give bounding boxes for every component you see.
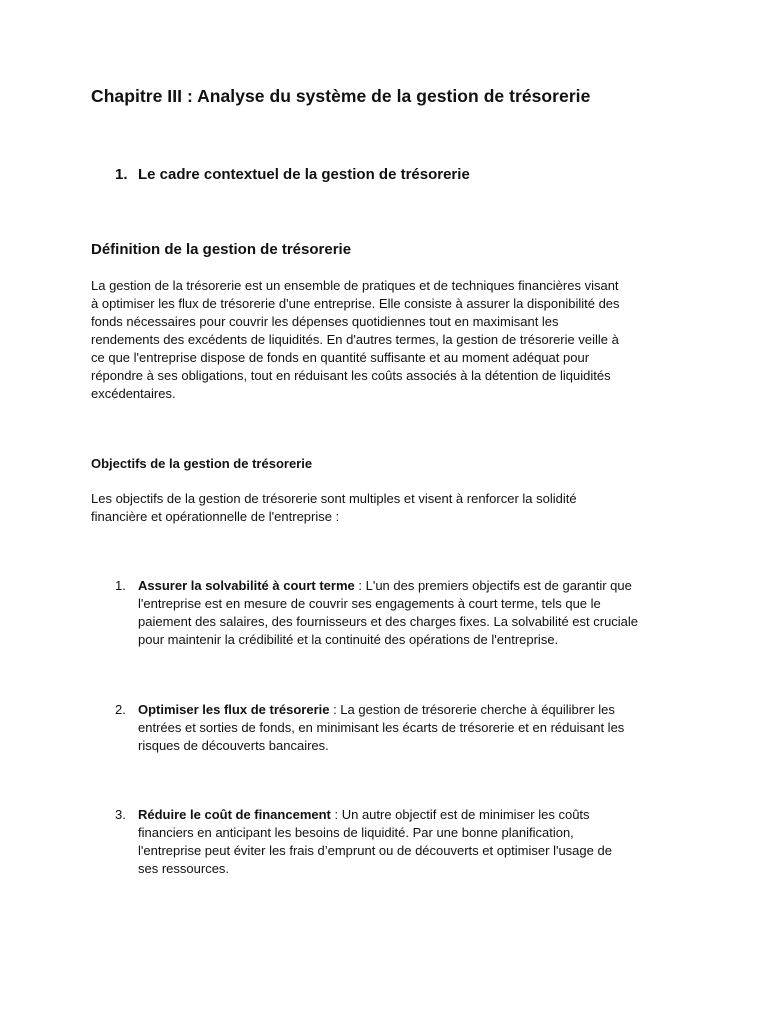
section-number: 1. xyxy=(115,166,128,183)
objective-line: risques de découverts bancaires. xyxy=(138,738,329,753)
objective-line: pour maintenir la crédibilité et la continuité des opérations de l'entreprise. xyxy=(138,632,559,647)
objective-line: l'entreprise peut éviter les frais d’emprunt ou de découverts et optimiser l'usage de xyxy=(138,843,612,858)
objective-first-line xyxy=(138,806,688,824)
objective-body xyxy=(138,806,688,878)
objective-line: entrées et sorties de fonds, en minimisant les écarts de trésorerie et en réduisant les xyxy=(138,720,625,735)
paragraph-line: rendements des excédents de liquidités. En d'autres termes, la gestion de trésorerie veille à xyxy=(91,332,619,347)
section-title: Le cadre contextuel de la gestion de trésorerie xyxy=(138,166,470,183)
definition-paragraph xyxy=(91,277,681,403)
objective-first-line xyxy=(138,577,688,595)
paragraph-line: répondre à ses obligations, tout en réduisant les coûts associés à la détention de liquidités xyxy=(91,368,611,383)
objective-number: 1. xyxy=(115,578,126,593)
objective-text: : L'un des premiers objectifs est de garantir que xyxy=(354,578,632,593)
chapter-title: Chapitre III : Analyse du système de la gestion de trésorerie xyxy=(91,86,591,106)
paragraph-line: fonds nécessaires pour couvrir les dépenses quotidiennes tout en maximisant les xyxy=(91,314,559,329)
objective-text: : Un autre objectif est de minimiser les coûts xyxy=(330,807,590,822)
definition-heading: Définition de la gestion de trésorerie xyxy=(91,241,352,258)
paragraph-line: à optimiser les flux de trésorerie d'une entreprise. Elle consiste à assurer la disponibilité des xyxy=(91,296,620,311)
objective-body xyxy=(138,577,688,649)
paragraph-line: La gestion de la trésorerie est un ensemble de pratiques et de techniques financières visant xyxy=(91,278,619,293)
paragraph-line: financière et opérationnelle de l'entreprise : xyxy=(91,509,340,524)
objective-number: 3. xyxy=(115,807,126,822)
objective-line: ses ressources. xyxy=(138,861,230,876)
objective-line: l'entreprise est en mesure de couvrir ses engagements à court terme, tels que le xyxy=(138,596,601,611)
paragraph-line: Les objectifs de la gestion de trésorerie sont multiples et visent à renforcer la solidité xyxy=(91,491,577,506)
section-heading xyxy=(115,166,470,183)
objectives-intro xyxy=(91,490,681,526)
objective-number: 2. xyxy=(115,702,126,717)
objective-body xyxy=(138,701,688,755)
objective-term: Optimiser les flux de trésorerie xyxy=(138,702,330,717)
objective-term: Réduire le coût de financement xyxy=(138,807,331,822)
objective-line: paiement des salaires, des fournisseurs et des charges fixes. La solvabilité est cruciale xyxy=(138,614,639,629)
objective-term: Assurer la solvabilité à court terme xyxy=(138,578,355,593)
paragraph-line: excédentaires. xyxy=(91,386,176,401)
objective-text: : La gestion de trésorerie cherche à équilibrer les xyxy=(329,702,615,717)
paragraph-line: ce que l'entreprise dispose de fonds en quantité suffisante et au moment adéquat pour xyxy=(91,350,590,365)
objective-first-line xyxy=(138,701,688,719)
objectives-heading: Objectifs de la gestion de trésorerie xyxy=(91,456,313,471)
objective-line: financiers en anticipant les besoins de liquidité. Par une bonne planification, xyxy=(138,825,574,840)
